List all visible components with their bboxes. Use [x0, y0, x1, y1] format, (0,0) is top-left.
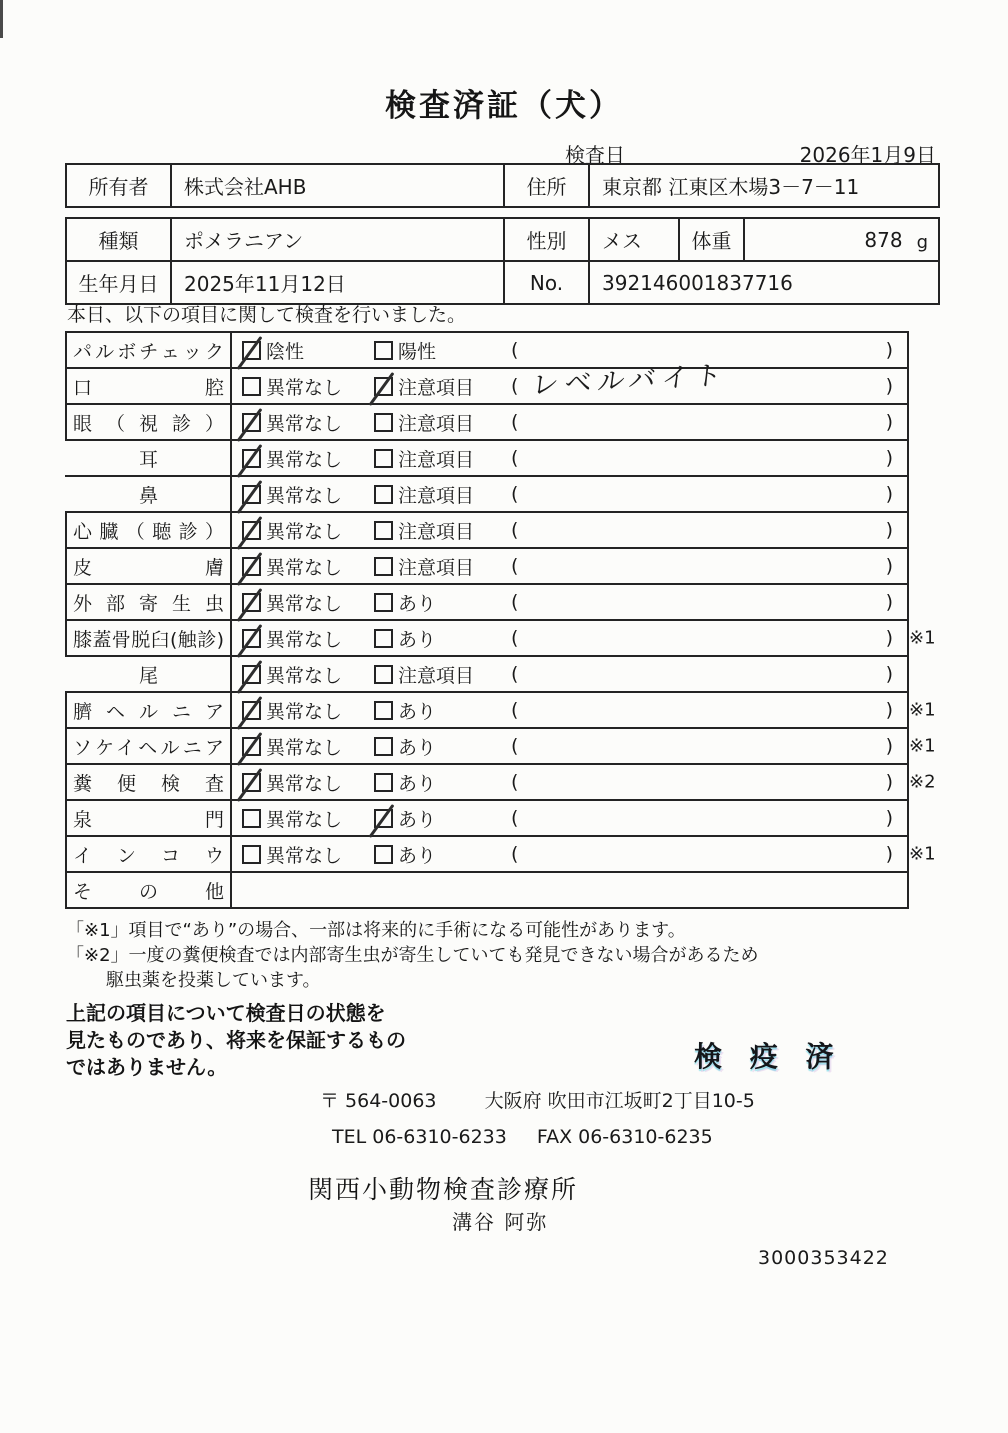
option-label: 異常なし	[266, 556, 343, 579]
option-label: あり	[398, 808, 437, 831]
inspection-date-row	[65, 139, 940, 165]
checklist-row-umbilical-hernia	[65, 693, 936, 729]
serial-number: 3000353422	[758, 1247, 889, 1269]
paren-close: )	[885, 735, 893, 757]
option-label: 異常なし	[266, 736, 343, 759]
paren-close: )	[885, 519, 893, 541]
address-label: 住所	[505, 165, 590, 206]
row-label: 耳	[138, 448, 158, 471]
row-label: 心臓（聴診）	[73, 520, 224, 543]
checklist-row-patella	[65, 621, 936, 657]
option-label: 注意項目	[398, 664, 475, 687]
disclaimer: 上記の項目について検査日の状態を 見たものであり、将来を保証するもの ではありません。	[66, 1001, 406, 1079]
checkbox-present	[374, 629, 393, 648]
option-label: 異常なし	[266, 592, 343, 615]
option-label: 陰性	[266, 340, 305, 363]
paren-open: (	[511, 519, 519, 541]
checklist-row-eyes	[65, 405, 907, 441]
clinic-address: 大阪府 吹田市江坂町2丁目10-5	[484, 1090, 755, 1112]
checkbox-present	[374, 737, 393, 756]
checklist-table	[65, 331, 936, 909]
row-label: その他	[73, 880, 224, 903]
checkbox-no-abnormality	[242, 521, 261, 540]
checkbox-no-abnormality	[242, 593, 261, 612]
inspection-date-value: 2026年1月9日	[799, 143, 936, 167]
postal-code: 〒 564-0063	[320, 1090, 437, 1112]
owner-label: 所有者	[67, 165, 172, 206]
no-label: No.	[505, 262, 590, 303]
checkbox-no-abnormality	[242, 629, 261, 648]
footnote-ref: ※1	[909, 699, 936, 721]
sex-label: 性別	[505, 219, 590, 260]
checkbox-caution	[374, 665, 393, 684]
animal-table	[65, 217, 940, 305]
option-label: 注意項目	[398, 412, 475, 435]
owner-table	[65, 163, 940, 208]
paren-close: )	[885, 699, 893, 721]
checkbox-present	[374, 845, 393, 864]
birthdate-label: 生年月日	[67, 262, 172, 303]
paren-close: )	[885, 663, 893, 685]
paren-close: )	[885, 483, 893, 505]
birthdate-value: 2025年11月12日	[172, 262, 505, 303]
paren-open: (	[511, 663, 519, 685]
paren-open: (	[511, 627, 519, 649]
checkbox-caution	[374, 449, 393, 468]
option-label: 異常なし	[266, 376, 343, 399]
clinic-tel: TEL 06-6310-6233	[332, 1126, 507, 1148]
checkbox-positive	[374, 341, 393, 360]
weight-unit: g	[916, 232, 928, 253]
page-title: 検査済証（犬）	[385, 88, 623, 124]
footnote-ref: ※2	[909, 771, 936, 793]
paren-open: (	[511, 375, 519, 397]
checkbox-no-abnormality	[242, 665, 261, 684]
checklist-row-tail	[65, 657, 907, 693]
clinic-name: 関西小動物検査診療所	[308, 1175, 579, 1204]
option-label: 異常なし	[266, 700, 343, 723]
option-label: あり	[398, 592, 437, 615]
option-label: 異常なし	[266, 412, 343, 435]
checkbox-no-abnormality	[242, 773, 261, 792]
option-label: 異常なし	[266, 484, 343, 507]
sex-value: メス	[590, 219, 680, 260]
paren-open: (	[511, 555, 519, 577]
paren-open: (	[511, 339, 519, 361]
paren-close: )	[885, 627, 893, 649]
checkbox-present	[374, 773, 393, 792]
row-label: 泉門	[73, 808, 224, 831]
checkbox-caution	[374, 557, 393, 576]
option-label: 注意項目	[398, 556, 475, 579]
checklist-row-fecal-exam	[65, 765, 936, 801]
option-label: 異常なし	[266, 448, 343, 471]
footnote-2-continued: 駆虫薬を投薬しています。	[106, 970, 321, 991]
paren-close: )	[885, 591, 893, 613]
option-label: 注意項目	[398, 484, 475, 507]
row-label: 糞便検査	[73, 772, 224, 795]
option-label: 注意項目	[398, 448, 475, 471]
footnote-ref: ※1	[909, 735, 936, 757]
veterinarian-name: 溝谷 阿弥	[452, 1210, 549, 1234]
row-label: 膝蓋骨脱臼(触診)	[73, 628, 224, 651]
paren-open: (	[511, 771, 519, 793]
row-label: パルボチェック	[73, 340, 224, 363]
checkbox-no-abnormality	[242, 449, 261, 468]
address-value: 東京都 江東区木場3－7－11	[602, 175, 860, 199]
option-label: あり	[398, 628, 437, 651]
breed-value: ポメラニアン	[172, 219, 505, 260]
option-label: 異常なし	[266, 628, 343, 651]
footnote-1: 「※1」項目で“あり”の場合、一部は将来的に手術になる可能性があります。	[66, 920, 686, 941]
checklist-row-fontanelle	[65, 801, 907, 837]
scan-edge-artifact	[0, 0, 3, 38]
paren-open: (	[511, 591, 519, 613]
footnotes	[66, 918, 759, 993]
checklist-row-heart	[65, 513, 907, 549]
clinic-fax: FAX 06-6310-6235	[536, 1126, 713, 1148]
checkbox-no-abnormality	[242, 845, 261, 864]
checklist-row-external-parasites	[65, 585, 907, 621]
paren-close: )	[885, 339, 893, 361]
footnote-2: 「※2」一度の糞便検査では内部寄生虫が寄生していても発見できない場合があるため	[66, 945, 759, 966]
paren-open: (	[511, 699, 519, 721]
checklist-row-inkou	[65, 837, 936, 873]
paren-open: (	[511, 807, 519, 829]
checklist-row-inguinal-hernia	[65, 729, 936, 765]
quarantine-passed-stamp: 検 疫 済	[694, 1040, 843, 1073]
handwritten-note	[518, 328, 885, 347]
weight-value: 878	[864, 227, 903, 252]
checkbox-no-abnormality	[242, 737, 261, 756]
paren-open: (	[511, 483, 519, 505]
paren-close: )	[885, 447, 893, 469]
checklist-row-nose	[65, 477, 907, 513]
clinic-telfax-line	[332, 1126, 713, 1148]
handwritten-note: レベルバイト	[530, 359, 730, 401]
checklist-row-skin	[65, 549, 907, 585]
row-label: 皮膚	[73, 556, 224, 579]
row-label: 鼻	[138, 484, 158, 507]
paren-close: )	[885, 375, 893, 397]
option-label: 陽性	[398, 340, 437, 363]
paren-open: (	[511, 411, 519, 433]
row-label: 尾	[138, 664, 158, 687]
option-label: 異常なし	[266, 664, 343, 687]
paren-open: (	[511, 735, 519, 757]
paren-close: )	[885, 555, 893, 577]
checkbox-caution	[374, 377, 393, 396]
checklist-row-oral	[65, 359, 907, 405]
paren-open: (	[511, 447, 519, 469]
option-label: あり	[398, 772, 437, 795]
checklist-row-ears	[65, 441, 907, 477]
paren-close: )	[885, 807, 893, 829]
checkbox-present	[374, 809, 393, 828]
option-label: 異常なし	[266, 808, 343, 831]
paren-close: )	[885, 771, 893, 793]
footnote-ref: ※1	[909, 843, 936, 865]
row-label: インコウ	[73, 844, 224, 867]
weight-value-cell	[745, 219, 938, 260]
option-label: 異常なし	[266, 520, 343, 543]
breed-label: 種類	[67, 219, 172, 260]
checkbox-no-abnormality	[242, 557, 261, 576]
intro-text: 本日、以下の項目に関して検査を行いました。	[67, 304, 467, 326]
checkbox-no-abnormality	[242, 485, 261, 504]
inspection-date-label: 検査日	[565, 143, 625, 167]
owner-value: 株式会社AHB	[172, 165, 505, 206]
checkbox-caution	[374, 485, 393, 504]
checkbox-no-abnormality	[242, 413, 261, 432]
clinic-postal-line	[320, 1086, 755, 1113]
checklist-row-other	[65, 873, 907, 909]
checkbox-present	[374, 593, 393, 612]
paren-close: )	[885, 843, 893, 865]
checkbox-no-abnormality	[242, 701, 261, 720]
option-label: あり	[398, 700, 437, 723]
paren-close: )	[885, 411, 893, 433]
option-label: 異常なし	[266, 844, 343, 867]
weight-label: 体重	[680, 219, 745, 260]
row-label: 口腔	[73, 376, 224, 399]
option-label: 注意項目	[398, 376, 475, 399]
row-label: 外部寄生虫	[73, 592, 224, 615]
checkbox-negative	[242, 341, 261, 360]
footnote-ref: ※1	[909, 627, 936, 649]
no-value: 392146001837716	[602, 270, 793, 295]
option-label: あり	[398, 736, 437, 759]
checkbox-caution	[374, 413, 393, 432]
paren-open: (	[511, 843, 519, 865]
row-label: 臍ヘルニア	[73, 700, 224, 723]
row-label: 眼（視診）	[73, 412, 224, 435]
checkbox-present	[374, 701, 393, 720]
checkbox-caution	[374, 521, 393, 540]
option-label: あり	[398, 844, 437, 867]
checkbox-no-abnormality	[242, 809, 261, 828]
option-label: 注意項目	[398, 520, 475, 543]
option-label: 異常なし	[266, 772, 343, 795]
checkbox-no-abnormality	[242, 377, 261, 396]
row-label: ソケイヘルニア	[73, 736, 224, 759]
